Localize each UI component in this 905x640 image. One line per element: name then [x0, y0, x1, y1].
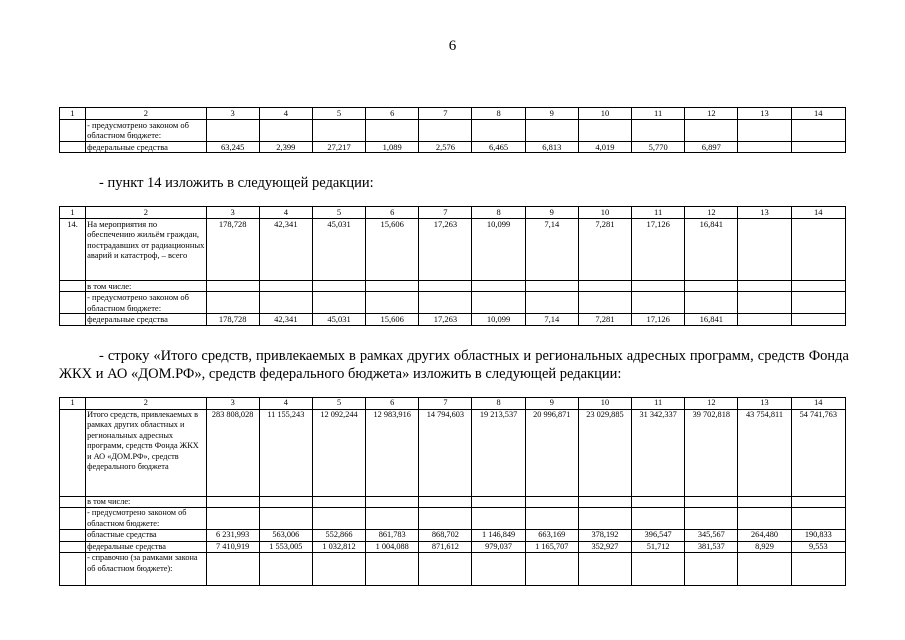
header-cell: 13	[738, 108, 791, 120]
header-cell: 7	[419, 398, 472, 410]
table-row	[60, 141, 846, 153]
value-cell	[632, 292, 685, 314]
row-label-cell: На мероприятия по обеспечению жильём граждан, пострадавших от радиационных аварий и катастроф, – всего	[86, 218, 206, 280]
header-cell: 11	[632, 207, 685, 219]
header-cell: 12	[685, 398, 738, 410]
value-cell	[791, 553, 845, 586]
table-row	[60, 119, 846, 141]
value-cell: 12 092,244	[312, 409, 365, 496]
header-cell: 2	[86, 398, 206, 410]
value-cell: 2,399	[259, 141, 312, 153]
value-cell	[738, 218, 791, 280]
value-cell: 7,14	[525, 314, 578, 326]
value-cell: 1 146,849	[472, 530, 525, 542]
value-cell: 6,465	[472, 141, 525, 153]
header-cell: 9	[525, 398, 578, 410]
row-number-cell	[60, 280, 86, 292]
value-cell	[419, 119, 472, 141]
value-cell: 15,606	[366, 314, 419, 326]
value-cell	[685, 119, 738, 141]
value-cell	[525, 280, 578, 292]
value-cell	[738, 314, 791, 326]
value-cell: 1 032,812	[312, 541, 365, 553]
row-label-cell: федеральные средства	[86, 141, 206, 153]
value-cell	[366, 280, 419, 292]
value-cell	[206, 119, 259, 141]
row-label-cell: Итого средств, привлекаемых в рамках других областных и региональных адресных программ, средств Фонда ЖКХ и АО «ДОМ.РФ», средств федерального бюджета	[86, 409, 206, 496]
value-cell	[791, 218, 845, 280]
header-cell: 11	[632, 108, 685, 120]
value-cell: 283 808,028	[206, 409, 259, 496]
table-row	[60, 280, 846, 292]
value-cell	[791, 280, 845, 292]
value-cell	[791, 314, 845, 326]
value-cell	[419, 280, 472, 292]
value-cell: 14 794,603	[419, 409, 472, 496]
header-cell: 9	[525, 108, 578, 120]
value-cell	[312, 292, 365, 314]
value-cell	[472, 496, 525, 508]
value-cell	[312, 119, 365, 141]
value-cell	[685, 292, 738, 314]
header-cell: 11	[632, 398, 685, 410]
value-cell: 11 155,243	[259, 409, 312, 496]
header-cell: 5	[312, 207, 365, 219]
value-cell	[366, 292, 419, 314]
value-cell: 6 231,993	[206, 530, 259, 542]
row-label-cell: в том числе:	[86, 280, 206, 292]
row-label-cell: в том числе:	[86, 496, 206, 508]
value-cell: 17,263	[419, 218, 472, 280]
value-cell: 17,126	[632, 218, 685, 280]
value-cell	[472, 119, 525, 141]
header-cell: 6	[366, 398, 419, 410]
header-cell: 8	[472, 398, 525, 410]
header-cell: 1	[60, 207, 86, 219]
value-cell	[259, 292, 312, 314]
value-cell: 8,929	[738, 541, 791, 553]
value-cell: 63,245	[206, 141, 259, 153]
row-number-cell	[60, 409, 86, 496]
table-row	[60, 541, 846, 553]
value-cell	[632, 280, 685, 292]
value-cell	[525, 508, 578, 530]
value-cell	[525, 119, 578, 141]
value-cell	[632, 496, 685, 508]
value-cell	[206, 280, 259, 292]
value-cell	[738, 280, 791, 292]
value-cell: 7,281	[578, 314, 631, 326]
value-cell	[472, 553, 525, 586]
table-row	[60, 314, 846, 326]
header-cell: 8	[472, 108, 525, 120]
row-number-cell	[60, 119, 86, 141]
header-cell: 1	[60, 398, 86, 410]
value-cell	[791, 496, 845, 508]
table-row	[60, 409, 846, 496]
value-cell: 6,897	[685, 141, 738, 153]
value-cell	[366, 508, 419, 530]
page-number: 6	[448, 38, 457, 54]
value-cell	[419, 508, 472, 530]
value-cell: 31 342,337	[632, 409, 685, 496]
row-label-cell: областные средства	[86, 530, 206, 542]
header-cell: 7	[419, 207, 472, 219]
value-cell	[419, 496, 472, 508]
value-cell	[312, 508, 365, 530]
table-row	[60, 496, 846, 508]
value-cell	[578, 280, 631, 292]
row-label-cell: федеральные средства	[86, 314, 206, 326]
value-cell: 45,031	[312, 218, 365, 280]
value-cell	[791, 508, 845, 530]
table-row	[60, 553, 846, 586]
header-cell: 4	[259, 108, 312, 120]
header-cell: 13	[738, 207, 791, 219]
value-cell	[632, 508, 685, 530]
value-cell	[738, 496, 791, 508]
value-cell: 396,547	[632, 530, 685, 542]
value-cell	[419, 292, 472, 314]
value-cell: 4,019	[578, 141, 631, 153]
value-cell: 9,553	[791, 541, 845, 553]
header-cell: 4	[259, 207, 312, 219]
row-label-cell: - справочно (за рамками закона об областном бюджете):	[86, 553, 206, 586]
table-row	[60, 218, 846, 280]
header-cell: 8	[472, 207, 525, 219]
value-cell: 15,606	[366, 218, 419, 280]
value-cell	[206, 508, 259, 530]
value-cell: 43 754,811	[738, 409, 791, 496]
row-number-cell	[60, 541, 86, 553]
value-cell: 563,006	[259, 530, 312, 542]
header-cell: 14	[791, 398, 845, 410]
value-cell	[312, 280, 365, 292]
value-cell	[578, 496, 631, 508]
header-cell: 10	[578, 108, 631, 120]
value-cell: 1 004,088	[366, 541, 419, 553]
value-cell	[738, 508, 791, 530]
value-cell: 45,031	[312, 314, 365, 326]
value-cell: 378,192	[578, 530, 631, 542]
value-cell	[632, 553, 685, 586]
value-cell	[578, 553, 631, 586]
table-row	[60, 292, 846, 314]
value-cell: 861,783	[366, 530, 419, 542]
value-cell	[366, 553, 419, 586]
value-cell: 7,281	[578, 218, 631, 280]
value-cell	[206, 496, 259, 508]
value-cell: 54 741,763	[791, 409, 845, 496]
value-cell: 42,341	[259, 218, 312, 280]
header-cell: 6	[366, 207, 419, 219]
value-cell	[738, 119, 791, 141]
value-cell: 345,567	[685, 530, 738, 542]
value-cell	[259, 496, 312, 508]
value-cell: 190,833	[791, 530, 845, 542]
row-number-cell	[60, 530, 86, 542]
table-row	[60, 508, 846, 530]
instruction-paragraph: - строку «Итого средств, привлекаемых в рамках других областных и региональных адресных программ, средств Фонда ЖКХ и АО «ДОМ.РФ», средств федерального бюджета» изложить в следующей редакции:	[59, 348, 849, 382]
value-cell: 5,770	[632, 141, 685, 153]
table-header-row	[60, 108, 846, 120]
value-cell: 1 165,707	[525, 541, 578, 553]
value-cell	[685, 508, 738, 530]
value-cell	[366, 119, 419, 141]
header-cell: 12	[685, 207, 738, 219]
value-cell: 39 702,818	[685, 409, 738, 496]
value-cell: 663,169	[525, 530, 578, 542]
value-cell: 352,927	[578, 541, 631, 553]
value-cell	[791, 141, 845, 153]
value-cell	[738, 553, 791, 586]
value-cell	[206, 553, 259, 586]
value-cell	[578, 119, 631, 141]
value-cell: 27,217	[312, 141, 365, 153]
row-label-cell: - предусмотрено законом об областном бюджете:	[86, 292, 206, 314]
row-number-cell	[60, 292, 86, 314]
header-cell: 9	[525, 207, 578, 219]
value-cell	[578, 292, 631, 314]
row-number-cell	[60, 496, 86, 508]
value-cell: 42,341	[259, 314, 312, 326]
value-cell	[525, 496, 578, 508]
header-cell: 13	[738, 398, 791, 410]
value-cell: 12 983,916	[366, 409, 419, 496]
value-cell: 1,089	[366, 141, 419, 153]
header-cell: 3	[206, 398, 259, 410]
value-cell	[685, 496, 738, 508]
value-cell	[738, 292, 791, 314]
value-cell: 6,813	[525, 141, 578, 153]
value-cell: 979,037	[472, 541, 525, 553]
row-number-cell	[60, 553, 86, 586]
value-cell: 7,14	[525, 218, 578, 280]
value-cell: 20 996,871	[525, 409, 578, 496]
table-row	[60, 530, 846, 542]
value-cell: 178,728	[206, 314, 259, 326]
header-cell: 10	[578, 398, 631, 410]
table-2	[59, 206, 846, 326]
value-cell	[419, 553, 472, 586]
header-cell: 7	[419, 108, 472, 120]
value-cell: 10,099	[472, 314, 525, 326]
value-cell	[791, 119, 845, 141]
value-cell: 16,841	[685, 314, 738, 326]
value-cell: 2,576	[419, 141, 472, 153]
header-cell: 1	[60, 108, 86, 120]
value-cell	[312, 553, 365, 586]
row-number-cell	[60, 314, 86, 326]
value-cell	[525, 292, 578, 314]
header-cell: 12	[685, 108, 738, 120]
value-cell: 1 553,005	[259, 541, 312, 553]
header-cell: 14	[791, 108, 845, 120]
value-cell	[525, 553, 578, 586]
header-cell: 5	[312, 398, 365, 410]
table-1	[59, 107, 846, 153]
value-cell	[259, 280, 312, 292]
table-header-row	[60, 207, 846, 219]
value-cell	[685, 280, 738, 292]
value-cell: 17,263	[419, 314, 472, 326]
value-cell: 23 029,885	[578, 409, 631, 496]
value-cell: 7 410,919	[206, 541, 259, 553]
value-cell	[791, 292, 845, 314]
row-number-cell	[60, 141, 86, 153]
header-cell: 4	[259, 398, 312, 410]
value-cell	[472, 508, 525, 530]
value-cell	[206, 292, 259, 314]
header-cell: 2	[86, 207, 206, 219]
value-cell	[472, 280, 525, 292]
value-cell	[259, 508, 312, 530]
header-cell: 2	[86, 108, 206, 120]
value-cell	[366, 496, 419, 508]
header-cell: 5	[312, 108, 365, 120]
value-cell	[472, 292, 525, 314]
value-cell: 871,612	[419, 541, 472, 553]
value-cell: 552,866	[312, 530, 365, 542]
value-cell	[312, 496, 365, 508]
value-cell: 19 213,537	[472, 409, 525, 496]
row-label-cell: - предусмотрено законом об областном бюджете:	[86, 508, 206, 530]
table-3	[59, 397, 846, 586]
header-cell: 3	[206, 108, 259, 120]
value-cell	[259, 119, 312, 141]
value-cell: 16,841	[685, 218, 738, 280]
value-cell	[259, 553, 312, 586]
value-cell	[685, 553, 738, 586]
header-cell: 6	[366, 108, 419, 120]
value-cell: 264,480	[738, 530, 791, 542]
value-cell: 178,728	[206, 218, 259, 280]
header-cell: 10	[578, 207, 631, 219]
value-cell: 381,537	[685, 541, 738, 553]
value-cell: 10,099	[472, 218, 525, 280]
value-cell	[738, 141, 791, 153]
value-cell: 17,126	[632, 314, 685, 326]
row-label-cell: федеральные средства	[86, 541, 206, 553]
value-cell	[632, 119, 685, 141]
table-header-row	[60, 398, 846, 410]
header-cell: 3	[206, 207, 259, 219]
value-cell: 51,712	[632, 541, 685, 553]
value-cell	[578, 508, 631, 530]
row-label-cell: - предусмотрено законом об областном бюджете:	[86, 119, 206, 141]
header-cell: 14	[791, 207, 845, 219]
instruction-paragraph: - пункт 14 изложить в следующей редакции:	[99, 175, 374, 191]
row-number-cell: 14.	[60, 218, 86, 280]
row-number-cell	[60, 508, 86, 530]
value-cell: 868,702	[419, 530, 472, 542]
